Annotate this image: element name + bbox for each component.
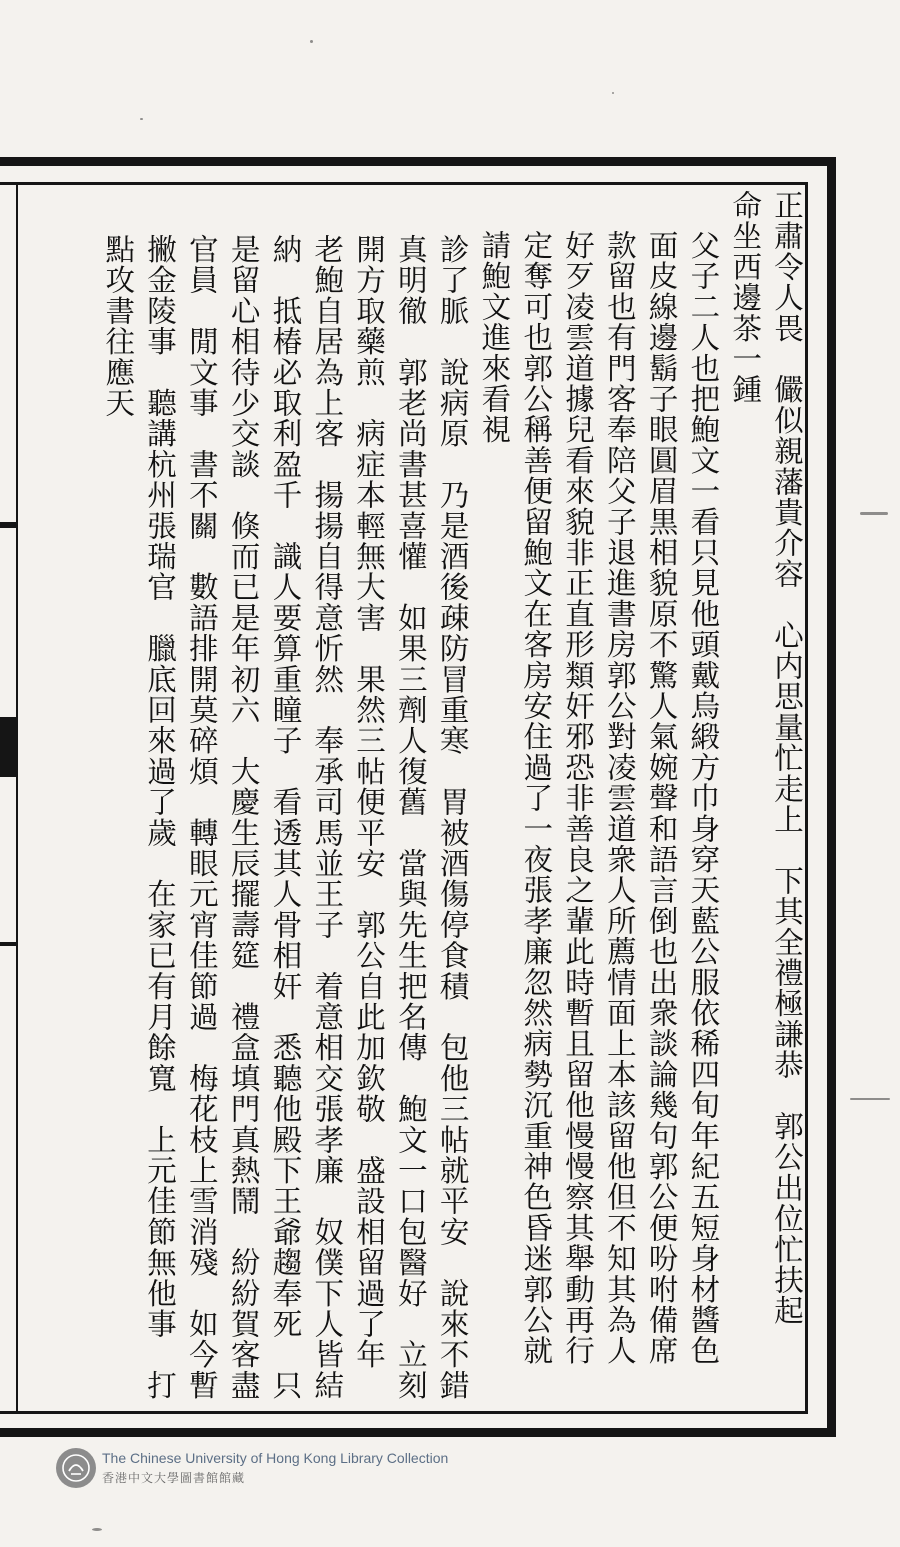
text-column: 納 抵椿必取利盈千 識人要算重瞳子 看透其人骨相奸 悉聽他殿下王爺趨奉死 只	[268, 234, 303, 1401]
text-column: 官員 閒文事 書不關 數語排開莫碎煩 轉眼元宵佳節過 梅花枝上雪消殘 如今暫	[184, 234, 219, 1401]
text-column: 診了脈 說病原 乃是酒後疎防冒重寒 胃被酒傷停食積 包他三帖就平安 說來不錯	[435, 234, 470, 1401]
binding-mark	[0, 717, 16, 777]
binding-mark	[0, 522, 16, 528]
paper-speck	[850, 1098, 890, 1100]
text-column: 父子二人也把鮑文一看只見他頭戴烏緞方巾身穿天藍公服依稀四旬年紀五短身材醬色	[686, 230, 721, 1366]
text-column: 老鮑自居為上客 揚揚自得意忻然 奉承司馬並王子 着意相交張孝廉 奴僕下人皆結	[310, 234, 345, 1401]
paper-speck	[310, 40, 313, 43]
text-column: 好歹凌雲道據兒看來貌非正直形類奸邪恐非善良之輩此時暫且留他慢慢察其舉動再行	[561, 230, 596, 1366]
text-column: 命坐西邊茶一鍾	[728, 190, 763, 405]
text-column: 請鮑文進來看視	[477, 230, 512, 445]
text-column: 是留心相待少交談 倏而已是年初六 大慶生辰擺壽筵 禮盒填門真熱鬧 紛紛賀客盡	[226, 234, 261, 1401]
paper-speck	[92, 1528, 102, 1531]
adjacent-page-edge	[0, 182, 18, 1414]
text-body	[22, 190, 802, 1405]
text-column: 款留也有門客奉陪父子退進書房郭公對凌雲道衆人所薦情面上本該留他但不知其為人	[602, 230, 637, 1366]
collection-credit-zh: 香港中文大學圖書館館藏	[102, 1471, 246, 1485]
text-column: 點攻書往應天	[101, 234, 136, 419]
paper-speck	[612, 92, 614, 94]
text-column: 定奪可也郭公稱善便留鮑文在客房安住過了一夜張孝廉忽然病勢沉重神色昏迷郭公就	[519, 230, 554, 1366]
collection-credit-en: The Chinese University of Hong Kong Library Collection	[102, 1450, 449, 1466]
text-column: 面皮線邊鬍子眼圓眉黒相貌原不驚人氣婉聲和語言倒也出衆談論幾句郭公便吩咐備席	[644, 230, 679, 1366]
cuhk-library-logo	[56, 1448, 96, 1488]
text-column: 真明徹 郭老尚書甚喜懽 如果三劑人復舊 當與先生把名傳 鮑文一口包醫好 立刻	[393, 234, 428, 1401]
text-column: 正肅令人畏 儼似親藩貴介容 心内思量忙走上 下其全禮極謙恭 郭公出位忙扶起	[770, 190, 804, 1326]
text-column: 開方取藥煎 病症本輕無大害 果然三帖便平安 郭公自此加欽敬 盛設相留過了年	[352, 234, 387, 1370]
binding-mark	[0, 942, 16, 946]
paper-speck	[860, 512, 888, 515]
library-watermark	[56, 1448, 516, 1488]
text-column: 撇金陵事 聽講杭州張瑞官 臘底回來過了歲 在家已有月餘寬 上元佳節無他事 打	[143, 234, 178, 1401]
paper-speck	[140, 118, 143, 120]
